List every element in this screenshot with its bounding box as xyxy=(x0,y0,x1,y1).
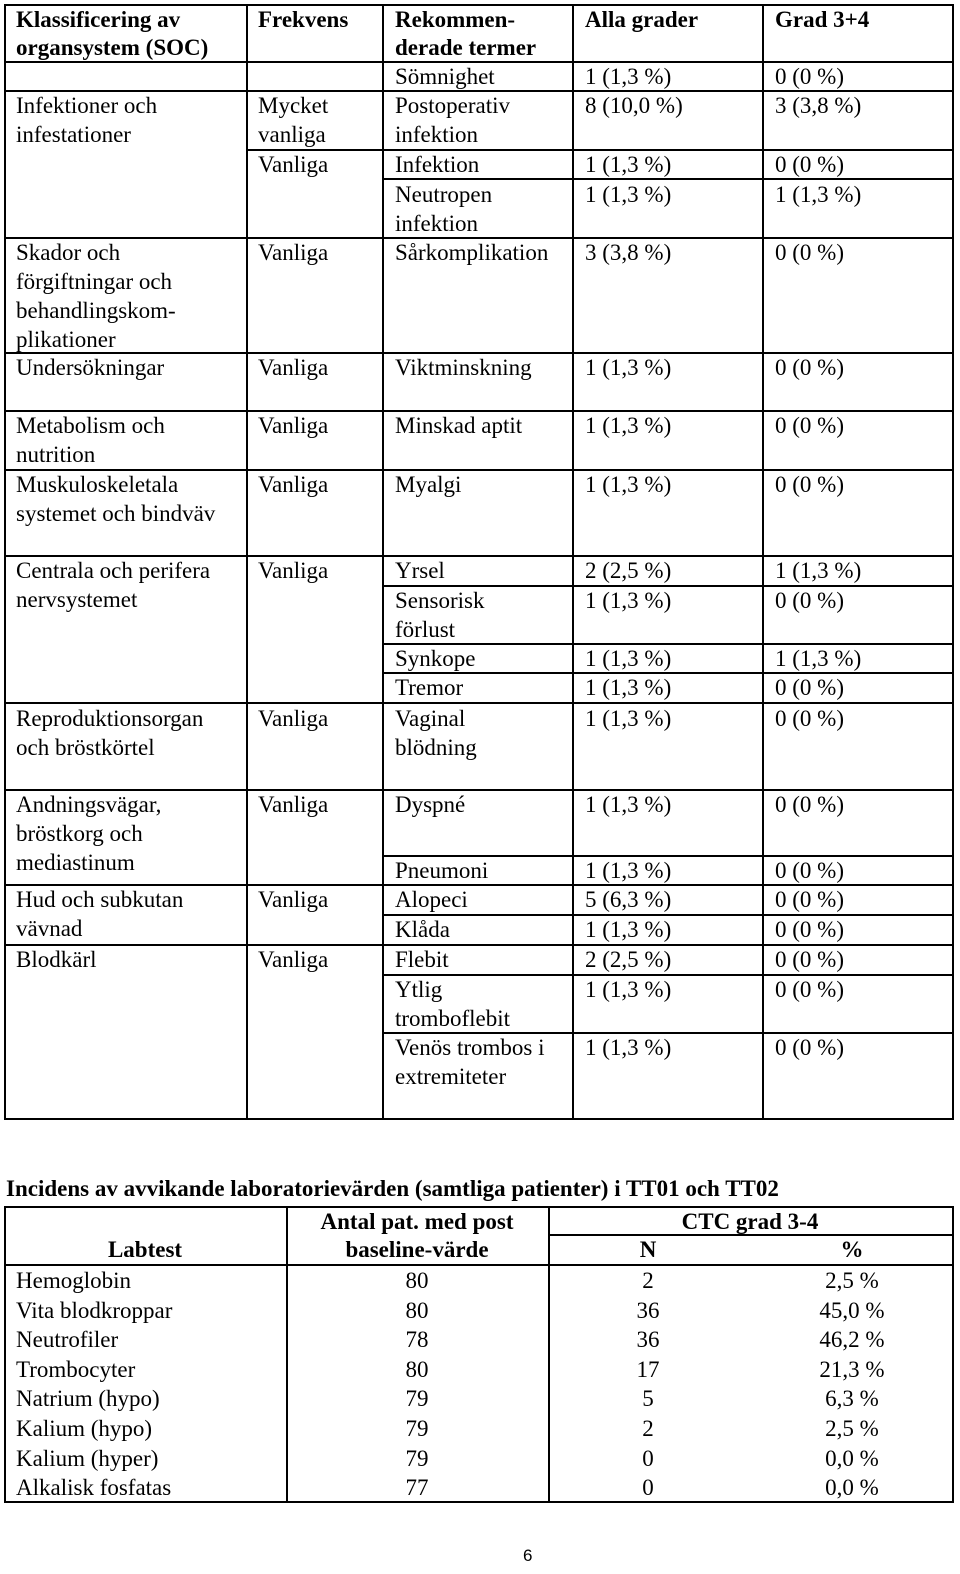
ae-grade-3-4: 0 (0 %) xyxy=(775,413,844,438)
header-soc-line2: organsystem (SOC) xyxy=(16,35,209,60)
ae-frequency: Vanliga xyxy=(258,413,329,438)
ae-frequency: Mycket vanliga xyxy=(258,93,329,147)
ae-soc: Centrala och perifera nervsystemet xyxy=(16,558,211,612)
ae-frequency: Vanliga xyxy=(258,558,329,583)
header-soc-line1: Klassificering av xyxy=(16,7,181,32)
ae-all-grades: 3 (3,8 %) xyxy=(585,240,672,265)
ae-term: Sömnighet xyxy=(395,64,495,89)
ae-grade-3-4: 0 (0 %) xyxy=(775,1035,844,1060)
ae-all-grades: 1 (1,3 %) xyxy=(585,792,672,817)
lab-ctc-n: 5 xyxy=(642,1386,654,1411)
lab-test-name: Trombocyter xyxy=(16,1357,136,1382)
ae-all-grades: 1 (1,3 %) xyxy=(585,858,672,883)
ae-grade-3-4: 0 (0 %) xyxy=(775,472,844,497)
ae-term: Alopeci xyxy=(395,887,468,912)
ae-term: Postoperativ infektion xyxy=(395,93,510,147)
ae-frequency: Vanliga xyxy=(258,240,329,265)
ae-all-grades: 1 (1,3 %) xyxy=(585,917,672,942)
ae-grade-3-4: 1 (1,3 %) xyxy=(775,182,862,207)
header-term-line1: Rekommen- xyxy=(395,7,516,32)
header-percent: % xyxy=(840,1237,864,1262)
ae-all-grades: 2 (2,5 %) xyxy=(585,947,672,972)
lab-test-name: Vita blodkroppar xyxy=(16,1298,173,1323)
lab-ctc-percent: 46,2 % xyxy=(819,1327,885,1352)
ae-all-grades: 1 (1,3 %) xyxy=(585,646,672,671)
ae-grade-3-4: 0 (0 %) xyxy=(775,706,844,731)
lab-ctc-percent: 45,0 % xyxy=(819,1298,885,1323)
ae-grade-3-4: 0 (0 %) xyxy=(775,64,844,89)
column-divider xyxy=(382,4,384,1119)
header-n: N xyxy=(639,1237,657,1262)
ae-all-grades: 8 (10,0 %) xyxy=(585,93,683,118)
lab-baseline-count: 79 xyxy=(405,1386,429,1411)
lab-ctc-n: 2 xyxy=(642,1268,654,1293)
ae-frequency: Vanliga xyxy=(258,792,329,817)
ae-term: Ytlig tromboflebit xyxy=(395,977,510,1031)
ae-all-grades: 1 (1,3 %) xyxy=(585,182,672,207)
ae-all-grades: 1 (1,3 %) xyxy=(585,152,672,177)
ae-all-grades: 1 (1,3 %) xyxy=(585,355,672,380)
ae-term: Sensorisk förlust xyxy=(395,588,485,642)
ae-term: Viktminskning xyxy=(395,355,532,380)
ae-term: Flebit xyxy=(395,947,449,972)
ae-term: Vaginal blödning xyxy=(395,706,477,760)
lab-ctc-n: 0 xyxy=(642,1475,654,1500)
ae-all-grades: 1 (1,3 %) xyxy=(585,64,672,89)
ae-grade-3-4: 0 (0 %) xyxy=(775,977,844,1002)
ae-grade-3-4: 0 (0 %) xyxy=(775,588,844,613)
table-border xyxy=(4,4,6,1119)
ae-frequency: Vanliga xyxy=(258,152,329,177)
ae-grade-3-4: 0 (0 %) xyxy=(775,947,844,972)
ae-term: Klåda xyxy=(395,917,450,942)
ae-frequency: Vanliga xyxy=(258,472,329,497)
header-frequency: Frekvens xyxy=(258,7,349,32)
lab-ctc-percent: 21,3 % xyxy=(819,1357,885,1382)
lab-ctc-percent: 0,0 % xyxy=(825,1475,879,1500)
header-ctc: CTC grad 3-4 xyxy=(681,1209,819,1234)
ae-all-grades: 1 (1,3 %) xyxy=(585,588,672,613)
ae-term: Pneumoni xyxy=(395,858,489,883)
ae-soc: Blodkärl xyxy=(16,947,97,972)
row-divider xyxy=(4,1118,954,1120)
ae-all-grades: 1 (1,3 %) xyxy=(585,977,672,1002)
lab-baseline-count: 78 xyxy=(405,1327,429,1352)
lab-baseline-count: 80 xyxy=(405,1268,429,1293)
ae-grade-3-4: 0 (0 %) xyxy=(775,917,844,942)
lab-ctc-n: 36 xyxy=(636,1327,660,1352)
ae-all-grades: 1 (1,3 %) xyxy=(585,472,672,497)
lab-baseline-count: 79 xyxy=(405,1446,429,1471)
lab-test-name: Hemoglobin xyxy=(16,1268,131,1293)
header-term-line2: derade termer xyxy=(395,35,537,60)
ae-soc: Reproduktionsorgan och bröstkörtel xyxy=(16,706,204,760)
lab-test-name: Neutrofiler xyxy=(16,1327,119,1352)
ae-term: Dyspné xyxy=(395,792,466,817)
header-all-grades: Alla grader xyxy=(585,7,699,32)
ae-frequency: Vanliga xyxy=(258,706,329,731)
lab-test-name: Alkalisk fosfatas xyxy=(16,1475,172,1500)
ae-term: Myalgi xyxy=(395,472,462,497)
ae-soc: Metabolism och nutrition xyxy=(16,413,165,467)
lab-ctc-percent: 2,5 % xyxy=(825,1416,879,1441)
ae-grade-3-4: 0 (0 %) xyxy=(775,240,844,265)
ae-soc: Skador och förgiftningar och behandlingskom-plikationer xyxy=(16,240,176,352)
ae-soc: Andningsvägar, bröstkorg och mediastinum xyxy=(16,792,162,875)
ae-grade-3-4: 0 (0 %) xyxy=(775,887,844,912)
ae-term: Minskad aptit xyxy=(395,413,523,438)
lab-test-name: Kalium (hypo) xyxy=(16,1416,153,1441)
ae-all-grades: 1 (1,3 %) xyxy=(585,1035,672,1060)
ae-soc: Infektioner och infestationer xyxy=(16,93,158,147)
lab-ctc-percent: 6,3 % xyxy=(825,1386,879,1411)
ae-term: Tremor xyxy=(395,675,464,700)
lab-ctc-n: 17 xyxy=(636,1357,660,1382)
ae-frequency: Vanliga xyxy=(258,887,329,912)
page-number: 6 xyxy=(523,1546,533,1565)
ae-all-grades: 1 (1,3 %) xyxy=(585,706,672,731)
header-baseline-line1: Antal pat. med post xyxy=(320,1209,514,1234)
lab-table-title: Incidens av avvikande laboratorievärden (samtliga patienter) i TT01 och TT02 xyxy=(6,1176,779,1201)
header-labtest: Labtest xyxy=(107,1237,183,1262)
ae-soc: Undersökningar xyxy=(16,355,165,380)
column-divider xyxy=(762,4,764,1119)
lab-ctc-n: 0 xyxy=(642,1446,654,1471)
ae-grade-3-4: 0 (0 %) xyxy=(775,792,844,817)
ae-term: Venös trombos i extremiteter xyxy=(395,1035,545,1089)
lab-baseline-count: 80 xyxy=(405,1357,429,1382)
lab-ctc-percent: 2,5 % xyxy=(825,1268,879,1293)
lab-test-name: Natrium (hypo) xyxy=(16,1386,160,1411)
ae-grade-3-4: 0 (0 %) xyxy=(775,152,844,177)
column-divider xyxy=(246,4,248,1119)
lab-baseline-count: 77 xyxy=(405,1475,429,1500)
table-border xyxy=(952,4,954,1119)
ae-frequency: Vanliga xyxy=(258,947,329,972)
ae-frequency: Vanliga xyxy=(258,355,329,380)
lab-baseline-count: 80 xyxy=(405,1298,429,1323)
ae-all-grades: 1 (1,3 %) xyxy=(585,675,672,700)
ae-grade-3-4: 0 (0 %) xyxy=(775,355,844,380)
ae-grade-3-4: 1 (1,3 %) xyxy=(775,646,862,671)
ae-grade-3-4: 3 (3,8 %) xyxy=(775,93,862,118)
ae-soc: Muskuloskeletala systemet och bindväv xyxy=(16,472,216,526)
ae-grade-3-4: 0 (0 %) xyxy=(775,858,844,883)
ae-soc: Hud och subkutan vävnad xyxy=(16,887,184,941)
ae-grade-3-4: 0 (0 %) xyxy=(775,675,844,700)
lab-test-name: Kalium (hyper) xyxy=(16,1446,159,1471)
lab-baseline-count: 79 xyxy=(405,1416,429,1441)
ae-term: Synkope xyxy=(395,646,476,671)
ae-term: Yrsel xyxy=(395,558,445,583)
header-grade-3-4: Grad 3+4 xyxy=(775,7,870,32)
ae-grade-3-4: 1 (1,3 %) xyxy=(775,558,862,583)
ae-all-grades: 2 (2,5 %) xyxy=(585,558,672,583)
ae-term: Infektion xyxy=(395,152,480,177)
lab-ctc-n: 2 xyxy=(642,1416,654,1441)
column-divider xyxy=(572,4,574,1119)
ae-all-grades: 1 (1,3 %) xyxy=(585,413,672,438)
lab-ctc-percent: 0,0 % xyxy=(825,1446,879,1471)
ae-term: Sårkomplikation xyxy=(395,240,549,265)
lab-ctc-n: 36 xyxy=(636,1298,660,1323)
ae-all-grades: 5 (6,3 %) xyxy=(585,887,672,912)
ae-term: Neutropen infektion xyxy=(395,182,493,236)
header-baseline-line2: baseline-värde xyxy=(345,1237,489,1262)
